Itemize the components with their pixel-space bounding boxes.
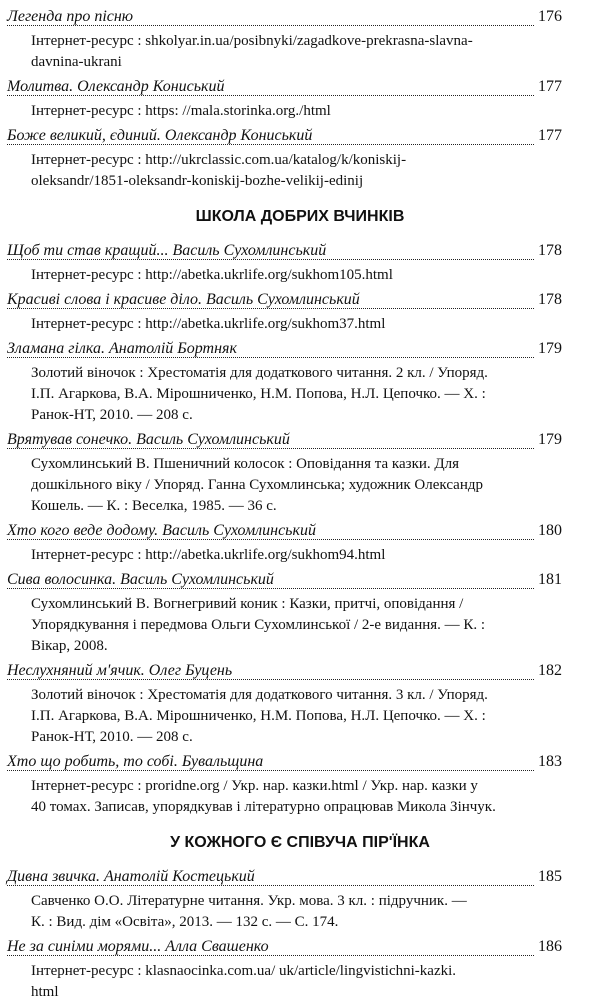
toc-entry-title-line	[7, 521, 562, 543]
entry-title: Щоб ти став кращий... Василь Сухомлинський	[7, 242, 329, 259]
page-number: 181	[535, 570, 562, 590]
entry-source-line: Упорядкування і передмова Ольги Сухомлинської / 2-е видання. — К. :	[31, 617, 486, 633]
entry-title: Легенда про пісню	[7, 8, 136, 25]
entry-title: Хто кого веде додому. Василь Сухомлинський	[7, 522, 319, 539]
dot-leader	[7, 25, 562, 26]
entry-title: Зламана гілка. Анатолій Бортняк	[7, 340, 240, 357]
toc-entry-title-line	[7, 570, 562, 592]
page-number: 179	[535, 339, 562, 359]
toc-entry-title-line	[7, 937, 562, 959]
dot-leader	[7, 539, 562, 540]
toc-entry-title-line	[7, 430, 562, 452]
entry-source-line: Ранок-НТ, 2010. — 208 с.	[31, 729, 193, 745]
toc-entry-title-line	[7, 126, 562, 148]
entry-source-line: Вікар, 2008.	[31, 638, 108, 654]
entry-source-line: І.П. Агаркова, В.А. Мірошниченко, Н.М. Попова, Н.Л. Цепочко. — Х. :	[31, 708, 486, 724]
page-number: 176	[535, 7, 562, 27]
entry-source-line: Інтернет-ресурс : klasnaocinka.com.ua/ uk/article/lingvistichni-kazki.	[31, 963, 457, 979]
entry-source-line: Інтернет-ресурс : http://abetka.ukrlife.org/sukhom94.html	[31, 547, 386, 563]
entry-source-line: Інтернет-ресурс : https: //mala.storinka.org./html	[31, 103, 331, 119]
dot-leader	[7, 885, 562, 886]
page-number: 183	[535, 752, 562, 772]
page-number: 182	[535, 661, 562, 681]
toc-entry-title-line	[7, 7, 562, 29]
entry-source-line: Інтернет-ресурс : http://abetka.ukrlife.org/sukhom105.html	[31, 267, 393, 283]
entry-source-line: Кошель. — К. : Веселка, 1985. — 36 с.	[31, 498, 277, 514]
section-heading: У КОЖНОГО Є СПІВУЧА ПІР'ЇНКА	[170, 834, 430, 851]
entry-source-line: Сухомлинський В. Пшеничний колосок : Оповідання та казки. Для	[31, 456, 459, 472]
page-number: 179	[535, 430, 562, 450]
entry-source-line: Золотий віночок : Хрестоматія для додаткового читання. 2 кл. / Упоряд.	[31, 365, 488, 381]
dot-leader	[7, 95, 562, 96]
entry-source-line: 40 томах. Записав, упорядкував і літературно опрацював Микола Зінчук.	[31, 799, 496, 815]
entry-title: Боже великий, єдиний. Олександр Кониський	[7, 127, 315, 144]
page-number: 177	[535, 77, 562, 97]
page-number: 185	[535, 867, 562, 887]
dot-leader	[7, 955, 562, 956]
page-number: 178	[535, 290, 562, 310]
entry-source-line: Інтернет-ресурс : shkolyar.in.ua/posibnyki/zagadkove-prekrasna-slavna-	[31, 33, 473, 49]
toc-entry-title-line	[7, 752, 562, 774]
entry-title: Неслухняний м'ячик. Олег Буцень	[7, 662, 235, 679]
dot-leader	[7, 588, 562, 589]
dot-leader	[7, 448, 562, 449]
dot-leader	[7, 679, 562, 680]
entry-source-line: Савченко О.О. Літературне читання. Укр. мова. 3 кл. : підручник. —	[31, 893, 467, 909]
dot-leader	[7, 308, 562, 309]
toc-entry-title-line	[7, 339, 562, 361]
page-number: 178	[535, 241, 562, 261]
entry-source-line: oleksandr/1851-oleksandr-koniskij-bozhe-velikij-edinij	[31, 173, 364, 189]
entry-title: Врятував сонечко. Василь Сухомлинський	[7, 431, 293, 448]
dot-leader	[7, 144, 562, 145]
page-number: 186	[535, 937, 562, 957]
section-heading: ШКОЛА ДОБРИХ ВЧИНКІВ	[195, 208, 405, 225]
toc-entry-title-line	[7, 867, 562, 889]
toc-entry-title-line	[7, 241, 562, 263]
entry-title: Молитва. Олександр Кониський	[7, 78, 228, 95]
dot-leader	[7, 770, 562, 771]
entry-source-line: Інтернет-ресурс : http://ukrclassic.com.ua/katalog/k/koniskij-	[31, 152, 407, 168]
toc-entry-title-line	[7, 77, 562, 99]
entry-title: Дивна звичка. Анатолій Костецький	[7, 868, 258, 885]
toc-entry-title-line	[7, 661, 562, 683]
entry-source-line: Золотий віночок : Хрестоматія для додаткового читання. 3 кл. / Упоряд.	[31, 687, 488, 703]
entry-title: Красиві слова і красиве діло. Василь Сухомлинський	[7, 291, 363, 308]
entry-title: Не за синіми морями... Алла Свашенко	[7, 938, 272, 955]
entry-source-line: Сухомлинський В. Вогнегривий коник : Казки, притчі, оповідання /	[31, 596, 464, 612]
dot-leader	[7, 357, 562, 358]
page-number: 180	[535, 521, 562, 541]
entry-source-line: Інтернет-ресурс : proridne.org / Укр. нар. казки.html / Укр. нар. казки у	[31, 778, 478, 794]
entry-title: Хто що робить, то собі. Бувальщина	[7, 753, 266, 770]
entry-source-line: Інтернет-ресурс : http://abetka.ukrlife.org/sukhom37.html	[31, 316, 386, 332]
page-number: 177	[535, 126, 562, 146]
entry-source-line: html	[31, 984, 59, 1000]
entry-source-line: Ранок-НТ, 2010. — 208 с.	[31, 407, 193, 423]
entry-source-line: І.П. Агаркова, В.А. Мірошниченко, Н.М. Попова, Н.Л. Цепочко. — Х. :	[31, 386, 486, 402]
toc-entry-title-line	[7, 290, 562, 312]
dot-leader	[7, 259, 562, 260]
entry-title: Сива волосинка. Василь Сухомлинський	[7, 571, 277, 588]
entry-source-line: К. : Вид. дім «Освіта», 2013. — 132 с. — С. 174.	[31, 914, 339, 930]
entry-source-line: дошкільного віку / Упоряд. Ганна Сухомлинська; художник Олександр	[31, 477, 483, 493]
entry-source-line: davnina-ukrani	[31, 54, 122, 70]
